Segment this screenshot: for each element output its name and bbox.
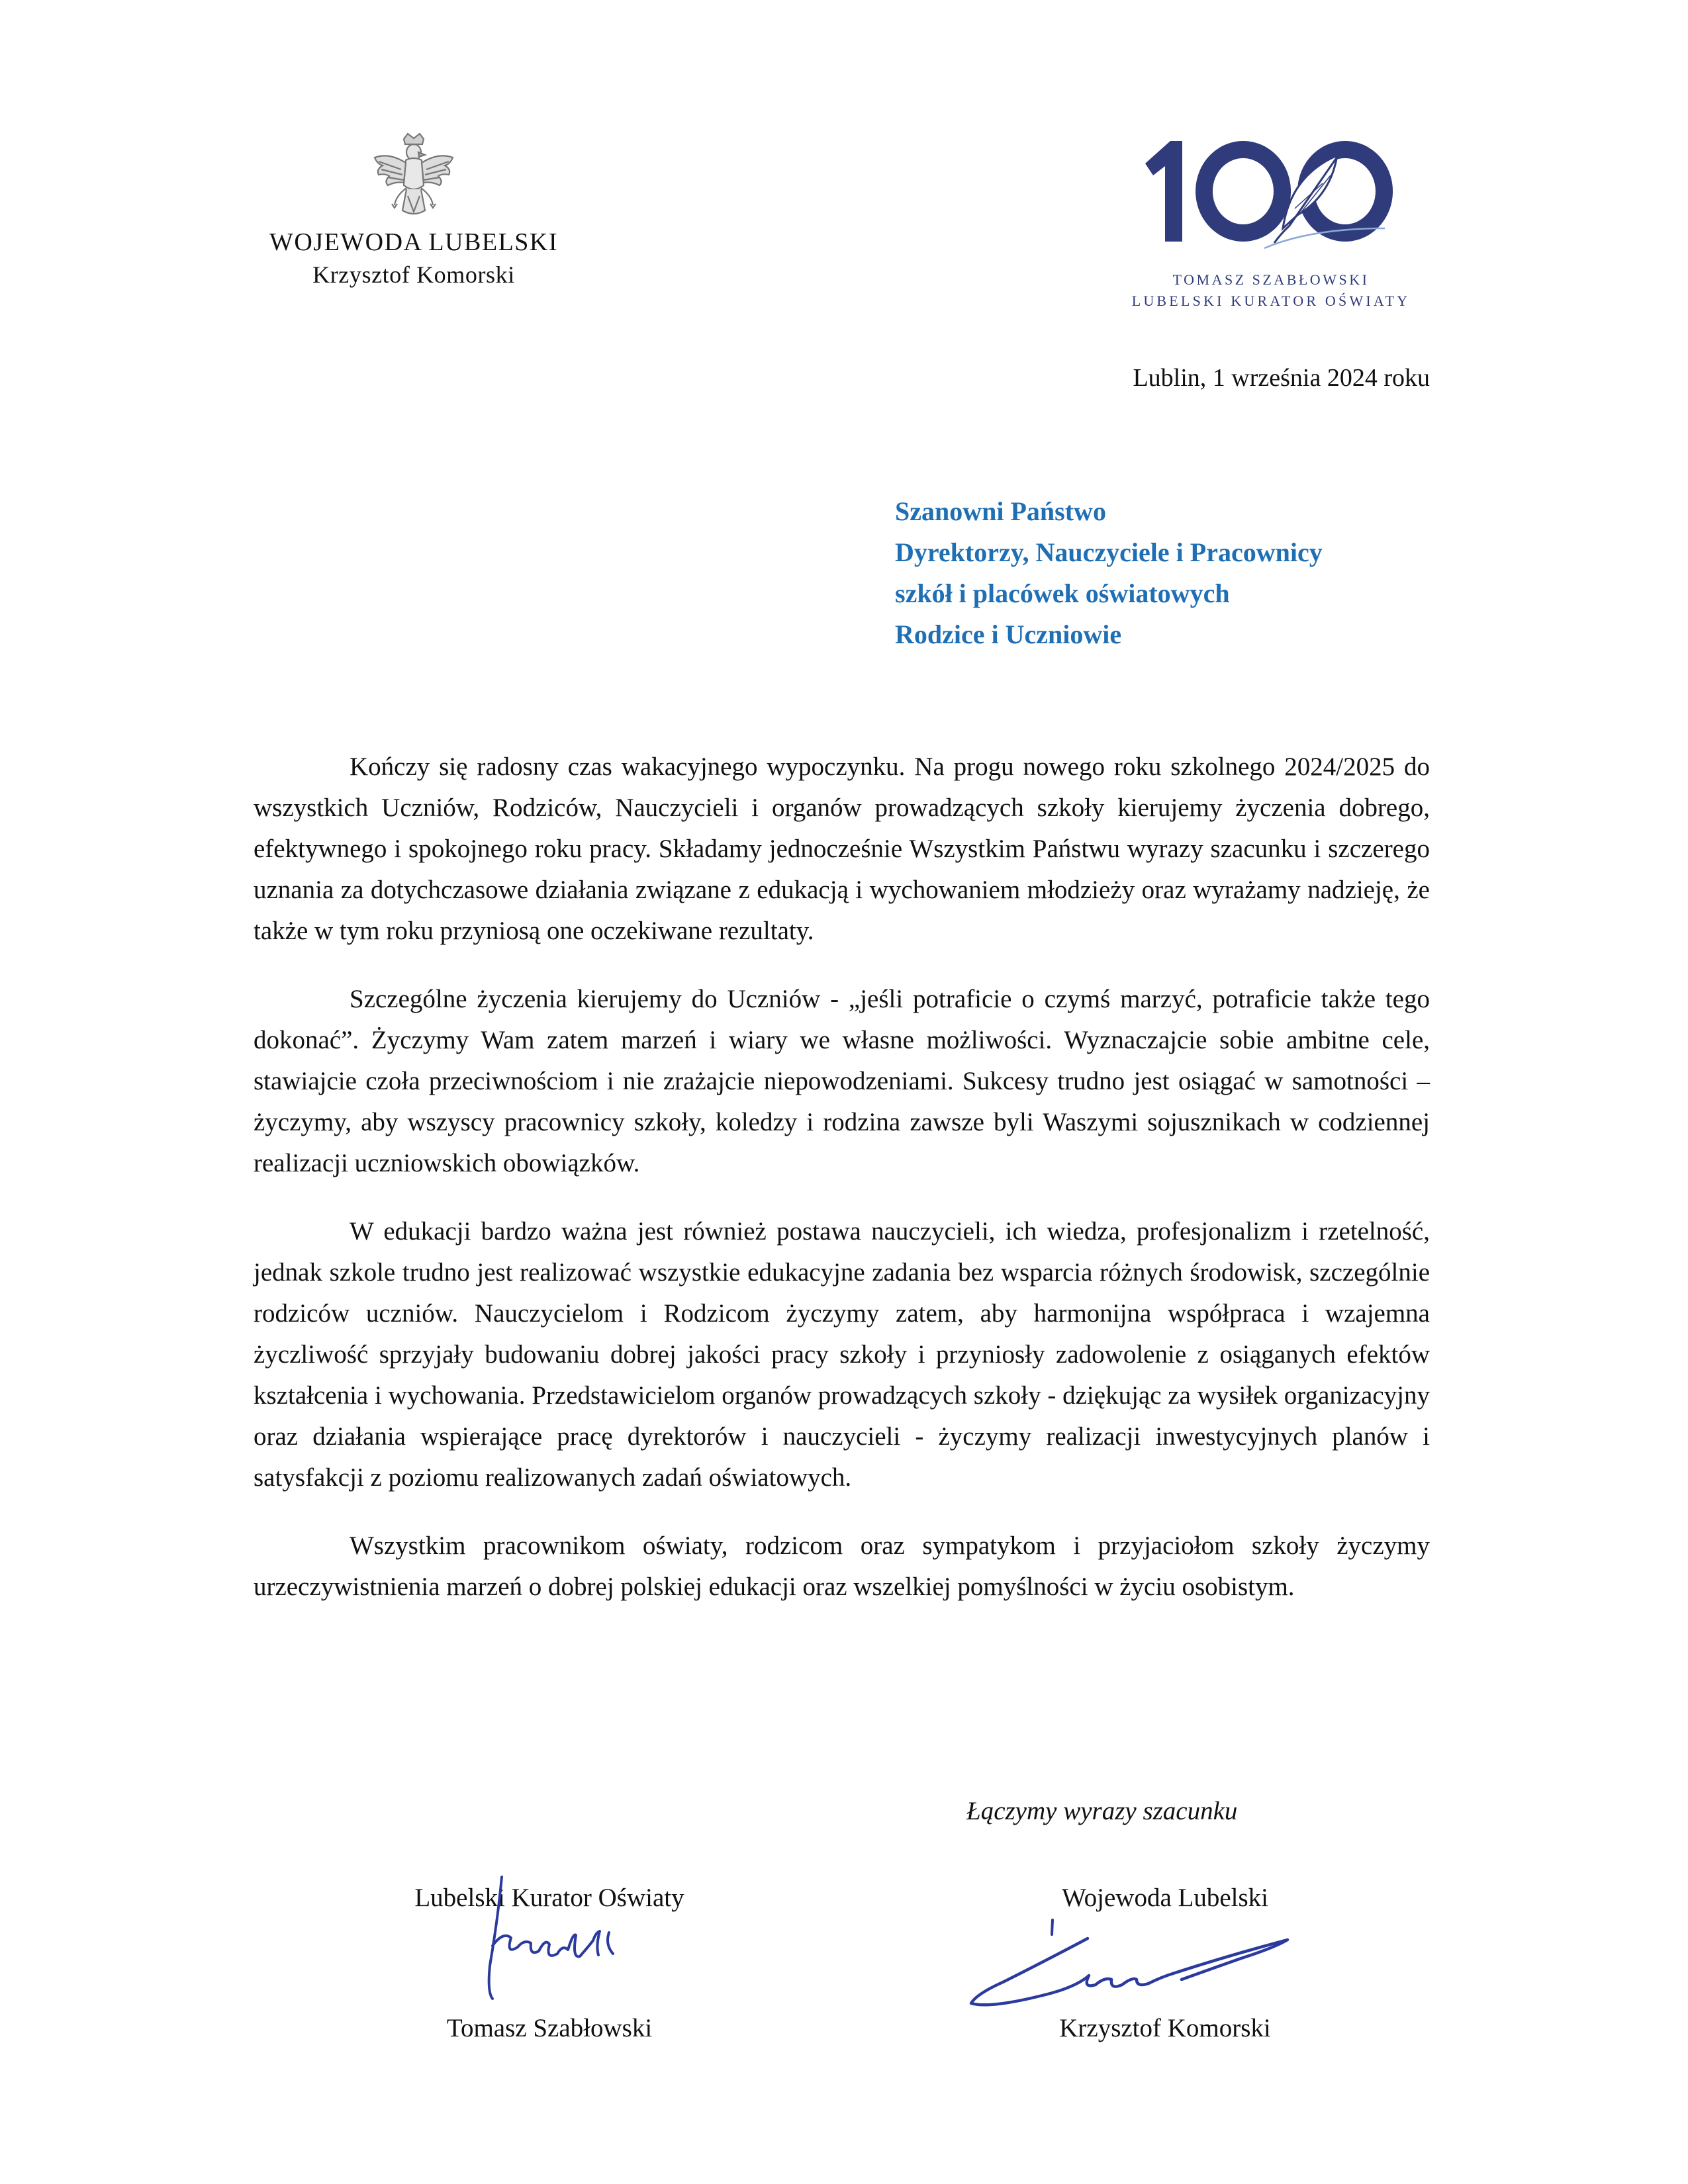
handwritten-signature-right bbox=[963, 1916, 1307, 2015]
letter-body bbox=[254, 747, 1430, 1635]
addressee-line: szkół i placówek oświatowych bbox=[895, 578, 1230, 608]
body-paragraph: Wszystkim pracownikom oświaty, rodzicom oraz sympatykom i przyjaciołom szkoły życzymy urzeczywistnienia marzeń o dobrej polskiej edukacji oraz wszelkiej pomyślności w życiu osobistym. bbox=[254, 1531, 1430, 1601]
right-signatory-name: Krzysztof Komorski bbox=[1059, 2014, 1271, 2042]
office-holder-name: Krzysztof Komorski bbox=[312, 261, 515, 288]
polish-eagle-emblem-icon bbox=[369, 132, 458, 225]
closing-phrase: Łączymy wyrazy szacunku bbox=[966, 1797, 1238, 1825]
addressee-line: Rodzice i Uczniowie bbox=[895, 619, 1122, 649]
body-paragraph: Kończy się radosny czas wakacyjnego wypoczynku. Na progu nowego roku szkolnego 2024/2025 do wszystkich Uczniów, Rodziców, Nauczycieli i organów prowadzących szkoły kierujemy życzenia dobrego, efektywnego i spokojnego roku pracy. Składamy jednocześnie Wszystkim Państwu wyrazy szacunku i szczerego uznania za dotychczasowe działania związane z edukacją i wychowaniem młodzieży oraz wyrażamy nadzieję, że także w tym roku przyniosą one oczekiwane rezultaty. bbox=[254, 752, 1430, 945]
letter-date: Lublin, 1 września 2024 roku bbox=[1133, 364, 1430, 392]
logo-caption-name: TOMASZ SZABŁOWSKI bbox=[1172, 271, 1370, 288]
body-paragraph: W edukacji bardzo ważna jest również postawa nauczycieli, ich wiedza, profesjonalizm i rzetelność, jednak szkole trudno jest realizować wszystkie edukacyjne zadania bez wsparcia różnych środowisk, szczególnie rodziców uczniów. Nauczycielom i Rodzicom życzymy zatem, aby harmonijna współpraca i wzajemna życzliwość sprzyjały budowaniu dobrej jakości pracy szkoły i przyniosły zadowolenie z osiąganych efektów kształcenia i wychowania. Przedstawicielom organów prowadzących szkoły - dziękując za wysiłek organizacyjny oraz działania wspierające pracę dyrektorów i nauczycieli - życzymy realizacji inwestycyjnych planów i satysfakcji z poziomu realizowanych zadań oświatowych. bbox=[254, 1217, 1430, 1492]
handwritten-signature-left bbox=[463, 1866, 649, 2005]
office-title: WOJEWODA LUBELSKI bbox=[269, 228, 559, 256]
addressee-line: Szanowni Państwo bbox=[895, 496, 1106, 526]
addressee-block bbox=[895, 491, 1557, 655]
body-paragraph: Szczególne życzenia kierujemy do Uczniów - „jeśli potraficie o czymś marzyć, potraficie także tego dokonać”. Życzymy Wam zatem marzeń i wiary we własne możliwości. Wyznaczajcie sobie ambitne cele, stawiajcie czoła przeciwnościom i nie zrażajcie niepowodzeniami. Sukcesy trudno jest osiągać w samotności – życzymy, aby wszyscy pracownicy szkoły, koledzy i rodzina zawsze byli Waszymi sojusznikach w codziennej realizacji uczniowskich obowiązków. bbox=[254, 985, 1430, 1177]
left-signatory-title: Lubelski Kurator Oświaty bbox=[414, 1884, 684, 1912]
logo-caption-office: LUBELSKI KURATOR OŚWIATY bbox=[1131, 293, 1411, 309]
right-signatory-title: Wojewoda Lubelski bbox=[1061, 1884, 1269, 1912]
addressee-line: Dyrektorzy, Nauczyciele i Pracownicy bbox=[895, 537, 1323, 567]
left-signatory-name: Tomasz Szabłowski bbox=[446, 2014, 653, 2042]
centenary-100-logo bbox=[1139, 129, 1397, 251]
